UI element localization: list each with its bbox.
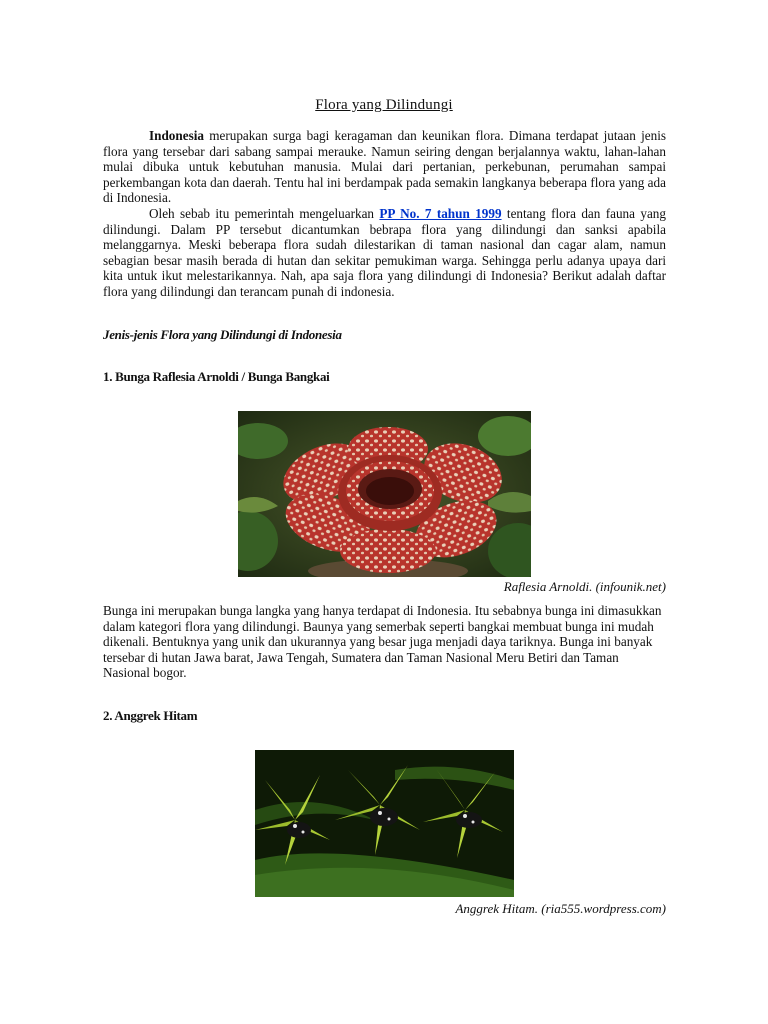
page-title: Flora yang Dilindungi: [315, 97, 453, 113]
item-heading-black-orchid: 2. Anggrek Hitam: [103, 708, 198, 723]
intro-paragraph-2-before: Oleh sebab itu pemerintah mengeluarkan: [149, 206, 380, 221]
intro-paragraph-1-text: merupakan surga bagi keragaman dan keunikan flora. Dimana terdapat jutaan jenis flora yang tersebar dari sabang sampai merauke. Namun seiring dengan berjalannya waktu, lahan-lahan mulai dibuka untuk kebutuhan manusia. Mulai dari pertanian, perkebunan, perumahan sampai perkembangan kota dan daerah. Tentu hal ini berdampak pada semakin langkanya beberapa flora yang ada di Indonesia.: [103, 128, 666, 206]
item-heading-rafflesia: 1. Bunga Raflesia Arnoldi / Bunga Bangkai: [103, 369, 330, 384]
black-orchid-photo: [255, 750, 514, 897]
caption-rafflesia: Raflesia Arnoldi. (infounik.net): [503, 579, 666, 594]
intro-paragraph-1: [103, 128, 666, 206]
intro-lead-word: Indonesia: [149, 128, 204, 143]
pp-regulation-link[interactable]: PP No. 7 tahun 1999: [379, 206, 502, 221]
section-heading: Jenis-jenis Flora yang Dilindungi di Indonesia: [103, 327, 342, 342]
intro-paragraph-2: [103, 206, 666, 300]
intro-paragraph-2-after: tentang flora dan fauna yang dilindungi. Dalam PP tersebut dicantumkan bebrapa flora yang dilindungi dan sanksi apabila melanggarnya. Meski beberapa flora sudah dilestarikan di taman nasional dan cagar alam, namun sebagian besar masih berada di hutan dan sekitar pemukiman warga. Sehingga perlu adanya upaya dari kita untuk ikut melestarikannya. Nah, apa saja flora yang dilindungi di Indonesia? Berikut adalah daftar flora yang dilindungi dan terancam punah di indonesia.: [103, 206, 666, 299]
caption-black-orchid: Anggrek Hitam. (ria555.wordpress.com): [455, 901, 666, 916]
rafflesia-photo: [238, 411, 531, 577]
rafflesia-description: Bunga ini merupakan bunga langka yang hanya terdapat di Indonesia. Itu sebabnya bunga ini dimasukkan dalam kategori flora yang dilindungi. Baunya yang semerbak seperti bangkai membuat bunga ini mudah dikenali. Bentuknya yang unik dan ukurannya yang besar juga menjadi daya tariknya. Bunga ini banyak tersebar di hutan Jawa barat, Jawa Tengah, Sumatera dan Taman Nasional Meru Betiri dan Taman Nasional bogor.: [103, 603, 662, 681]
